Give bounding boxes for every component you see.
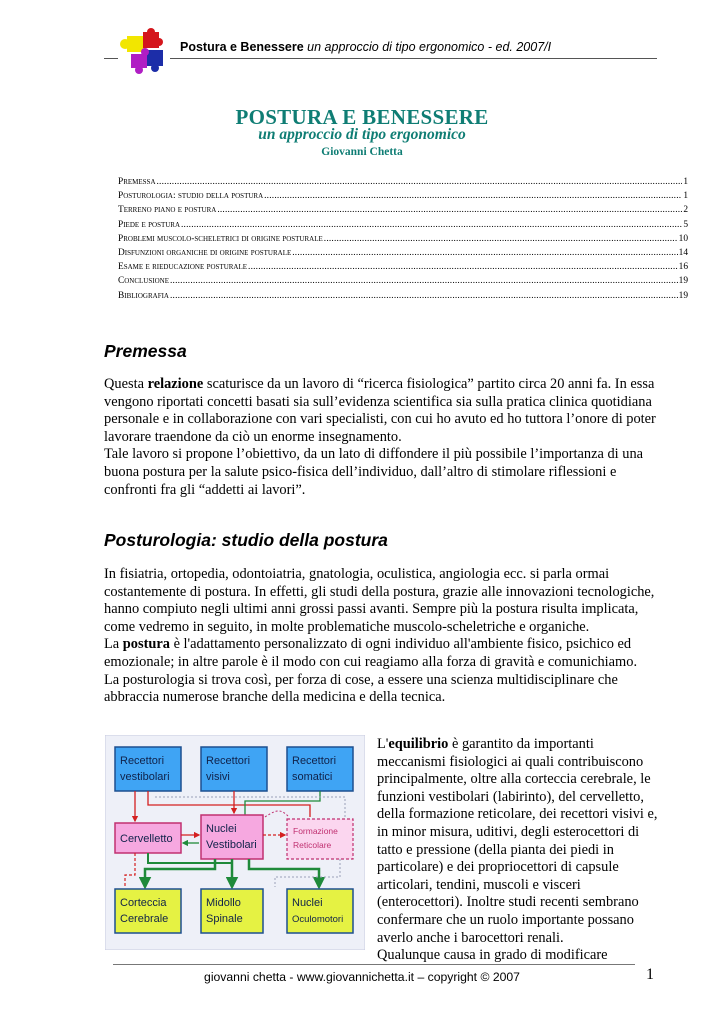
recettori-vestibolari-box: [115, 747, 181, 791]
nuclei-vestibolari-box: [201, 815, 263, 859]
toc-item[interactable]: [118, 276, 688, 290]
footer-text: giovanni chetta - www.giovannichetta.it – copyright © 2007: [204, 970, 520, 984]
toc-item[interactable]: [118, 191, 688, 205]
recettori-vestibolari-label-1: Recettori: [120, 755, 165, 767]
nuclei-vestibolari-label-1: Nuclei: [206, 823, 237, 835]
recettori-somatici-label-2: somatici: [292, 771, 333, 783]
toc-page: 16: [678, 262, 688, 273]
text-run: La: [104, 636, 123, 653]
section-heading-posturologia: Posturologia: studio della postura: [104, 530, 388, 550]
document-subtitle: un approccio di tipo ergonomico: [258, 126, 466, 143]
toc-item[interactable]: [118, 234, 688, 248]
toc-label: Disfunzioni organiche di origine posturale: [118, 247, 292, 258]
running-header: [180, 40, 551, 54]
recettori-visivi-box: [201, 747, 267, 791]
toc-leader: [324, 234, 678, 244]
paragraph: La posturologia si trova così, per forza di cose, a essere una scienza multidisciplinare che abbraccia numerose branche della medicina e della tecnica.: [104, 671, 618, 706]
document-author: Giovanni Chetta: [321, 146, 403, 158]
nuclei-vestibolari-label-2: Vestibolari: [206, 839, 257, 851]
toc-label: Problemi muscolo-scheletrici di origine posturale: [118, 233, 323, 244]
section-heading-premessa: Premessa: [104, 341, 187, 361]
toc-item[interactable]: [118, 262, 688, 276]
paragraph: [377, 736, 662, 947]
corteccia-cerebrale-label-1: Corteccia: [120, 897, 167, 909]
recettori-visivi-label-1: Recettori: [206, 755, 251, 767]
recettori-vestibolari-label-2: vestibolari: [120, 771, 170, 783]
toc-leader: [292, 248, 677, 258]
document-title: POSTURA E BENESSERE: [235, 105, 489, 129]
header-edition: - ed. 2007/I: [487, 40, 552, 54]
header-title-bold: Postura e Benessere: [180, 40, 304, 54]
paragraph: Qualunque causa in grado di modificare: [377, 947, 608, 964]
puzzle-logo-icon: [113, 28, 171, 74]
bold-term: postura: [122, 636, 170, 653]
posturologia-body: [104, 566, 664, 707]
page-number: 1: [646, 966, 654, 983]
midollo-spinale-box: [201, 889, 263, 933]
text-run: L': [377, 736, 389, 752]
paragraph: [104, 376, 664, 446]
toc-page: 1: [683, 177, 688, 187]
toc-leader: [181, 220, 682, 230]
formazione-reticolare-label-1: Formazione: [293, 826, 338, 836]
formazione-reticolare-box: [287, 819, 353, 859]
toc-label: Posturologia: studio della postura: [118, 191, 264, 202]
toc-leader: [248, 262, 678, 272]
toc-page: 19: [678, 276, 688, 287]
recettori-somatici-box: [287, 747, 353, 791]
toc-label: Premessa: [118, 177, 156, 187]
recettori-somatici-label-1: Recettori: [292, 755, 337, 767]
text-run: è garantito da importanti meccanismi fisiologici ai quali contribuiscono principalmente, oltre alla corteccia cerebrale, le funzioni vestibolari (labirinto), del cervelletto, della formazione reticolare, dei recettori visivi e, in minor misura, uditivi, degli esterocettori di tatto e pressione (della pianta dei piedi in particolare) e dei propriocettori di capsule articolari, tendini, muscoli e visceri (enterocettori). Inoltre studi recenti sembrano confermare che un ruolo importante possano averlo anche i barocettori renali.: [377, 736, 658, 946]
text-run: è l'adattamento personalizzato di ogni individuo all'ambiente fisico, psichico ed emozionale; in altre parole è il modo con cui reagiamo alla forza di gravità e comunichiamo.: [104, 636, 638, 670]
recettori-visivi-label-2: visivi: [206, 771, 230, 783]
toc-page: 10: [678, 233, 688, 244]
toc-label: Esame e rieducazione posturale: [118, 262, 248, 273]
bold-term: equilibrio: [388, 736, 449, 752]
toc-leader: [170, 276, 678, 286]
cervelletto-label: Cervelletto: [120, 833, 173, 845]
table-of-contents: [118, 177, 688, 305]
text-run: scaturisce da un lavoro di “ricerca fisiologica” partito circa 20 anni fa. In essa vengono riportati concetti basati sia sull’evidenza scientifica sia sulla pratica clinica quotidiana personale e in collaborazione con vari specialisti, con cui ho avuto ed ho tuttora l’onore di poter lavorare traendone da ciò un enorme insegnamento.: [104, 376, 656, 445]
formazione-reticolare-label-2: Reticolare: [293, 840, 332, 850]
footer-rule: [113, 964, 635, 965]
toc-item[interactable]: [118, 177, 688, 191]
paragraph: Tale lavoro si propone l’obiettivo, da un lato di diffondere il più possibile l’importanza di una buona postura per la salute psico-fisica dell’individuo, dall’altro di stimolare riflessioni e confronti fra gli “addetti ai lavori”.: [104, 446, 644, 498]
corteccia-cerebrale-box: [115, 889, 181, 933]
toc-page: 2: [683, 205, 688, 216]
toc-leader: [170, 291, 678, 301]
nuclei-oculomotori-label-1: Nuclei: [292, 897, 323, 909]
header-rule: [170, 58, 657, 59]
nuclei-oculomotori-box: [287, 889, 353, 933]
text-run: Questa: [104, 376, 148, 392]
toc-item[interactable]: [118, 248, 688, 262]
toc-leader: [217, 205, 682, 215]
corteccia-cerebrale-label-2: Cerebrale: [120, 913, 169, 925]
toc-label: Bibliografia: [118, 290, 169, 301]
equilibrio-text: [377, 736, 662, 965]
toc-leader: [264, 191, 682, 201]
toc-page: 1: [683, 191, 688, 202]
toc-item[interactable]: [118, 291, 688, 305]
paragraph: [104, 636, 664, 671]
midollo-spinale-label-2: Spinale: [206, 913, 243, 925]
premessa-body: [104, 376, 664, 499]
toc-item[interactable]: [118, 220, 688, 234]
header-title-italic: un approccio di tipo ergonomico: [307, 40, 485, 54]
toc-label: Conclusione: [118, 276, 169, 287]
midollo-spinale-label-1: Midollo: [206, 897, 241, 909]
toc-page: 14: [678, 247, 688, 258]
toc-leader: [157, 177, 683, 187]
toc-label: Terreno piano e postura: [118, 205, 217, 216]
equilibrium-diagram: [105, 735, 365, 950]
toc-label: Piede e postura: [118, 219, 181, 230]
toc-page: 5: [683, 219, 688, 230]
toc-item[interactable]: [118, 205, 688, 219]
nuclei-oculomotori-label-2: Oculomotori: [292, 914, 344, 925]
paragraph: In fisiatria, ortopedia, odontoiatria, gnatologia, oculistica, angiologia ecc. si parla ormai costantemente di postura. In effetti, gli studi della postura, grazie alle innovazioni tecnologiche, hanno compiuto negli ultimi anni grossi passi avanti. Sempre più la postura risulta implicata, come vedremo in seguito, in molte problematiche muscolo-scheletriche e organiche.: [104, 566, 655, 635]
bold-term: relazione: [147, 376, 204, 392]
toc-page: 19: [678, 290, 688, 301]
